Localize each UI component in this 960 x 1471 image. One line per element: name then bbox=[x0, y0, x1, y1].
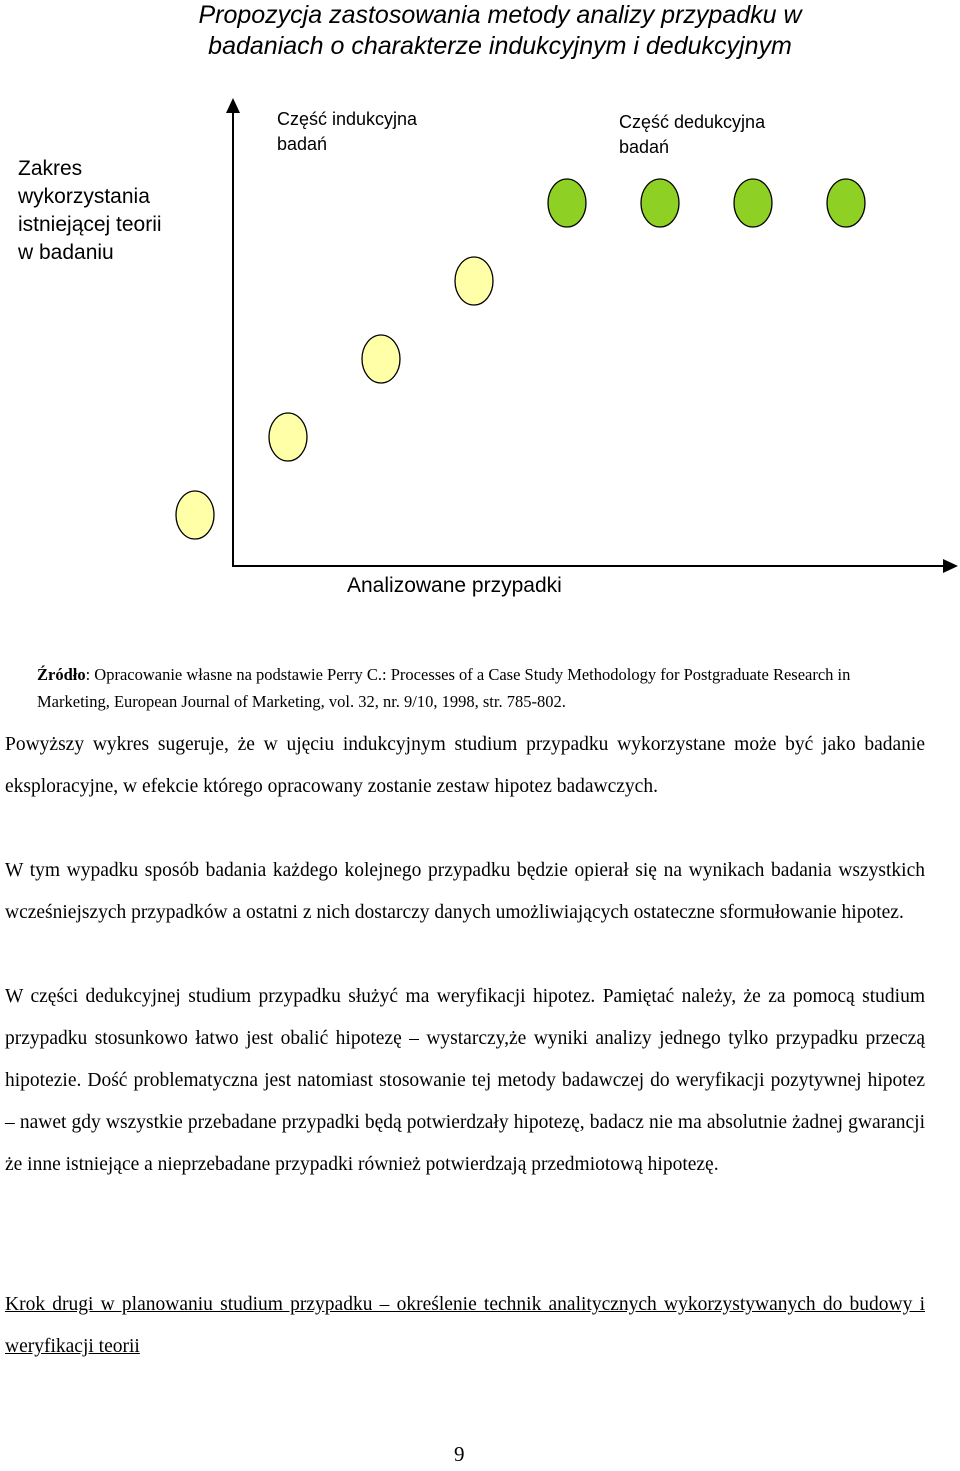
y-axis-label-line: wykorzystania bbox=[18, 185, 150, 208]
deductive-case-point bbox=[548, 179, 586, 227]
paragraph-2: W tym wypadku sposób badania każdego kolejnego przypadku będzie opierał się na wynikach badania wszystkich wcześniejszych przypadków a ostatni z nich dostarczy danych umożliwiających ostateczne sformułowanie hipotez. bbox=[5, 860, 925, 923]
inductive-part-line: badań bbox=[277, 134, 328, 154]
paragraph-1: Powyższy wykres sugeruje, że w ujęciu indukcyjnym studium przypadku wykorzystane może być jako badanie eksploracyjne, w efekcie którego opracowany zostanie zestaw hipotez badawczych. bbox=[5, 734, 925, 797]
chart-title-line-1: Propozycja zastosowania metody analizy przypadku w bbox=[198, 1, 802, 29]
y-axis-label-line: Zakres bbox=[18, 157, 83, 180]
source-text-2: : Processes of a Case Study Methodology for Postgraduate Research in Marketing, European Journal of Marketing, vol. 32, nr. 9/10, 1998, str. 785-802. bbox=[37, 665, 851, 711]
source-label: Źródło bbox=[37, 665, 86, 684]
case-study-chart bbox=[0, 0, 960, 620]
deductive-case-point bbox=[827, 179, 865, 227]
source-note bbox=[37, 661, 917, 715]
y-axis-label-line: istniejącej teorii bbox=[18, 213, 162, 236]
source-text-1: : Opracowanie własne na podstawie Perry C. bbox=[85, 665, 383, 684]
page-number: 9 bbox=[454, 1442, 465, 1466]
inductive-part-line: Część indukcyjna bbox=[277, 109, 418, 129]
chart-title-line-2: badaniach o charakterze indukcyjnym i dedukcyjnym bbox=[208, 32, 792, 60]
x-axis-label: Analizowane przypadki bbox=[347, 574, 562, 597]
inductive-case-point bbox=[176, 491, 214, 539]
deductive-case-point bbox=[734, 179, 772, 227]
deductive-part-line: Część dedukcyjna bbox=[619, 112, 766, 132]
data-points bbox=[176, 179, 865, 539]
x-axis-arrow bbox=[943, 559, 958, 573]
deductive-part-line: badań bbox=[619, 137, 670, 157]
deductive-case-point bbox=[641, 179, 679, 227]
inductive-case-point bbox=[269, 413, 307, 461]
y-axis-arrow bbox=[226, 98, 240, 113]
inductive-case-point bbox=[362, 335, 400, 383]
inductive-case-point bbox=[455, 257, 493, 305]
y-axis-label-line: w badaniu bbox=[18, 241, 114, 264]
section-heading: Krok drugi w planowaniu studium przypadku – określenie technik analitycznych wykorzystywanych do budowy i weryfikacji teorii bbox=[5, 1294, 925, 1357]
paragraph-3: W części dedukcyjnej studium przypadku służyć ma weryfikacji hipotez. Pamiętać należy, że za pomocą studium przypadku stosunkowo łatwo jest obalić hipotezę – wystarczy,że wyniki analizy jednego tylko przypadku przeczą hipotezie. Dość problematyczna jest natomiast stosowanie tej metody badawczej do weryfikacji pozytywnej hipotez – nawet gdy wszystkie przebadane przypadki będą potwierdzały hipotezę, badacz nie ma absolutnie żadnej gwarancji że inne istniejące a nieprzebadane przypadki również potwierdzają przedmiotową hipotezę. bbox=[5, 986, 925, 1175]
